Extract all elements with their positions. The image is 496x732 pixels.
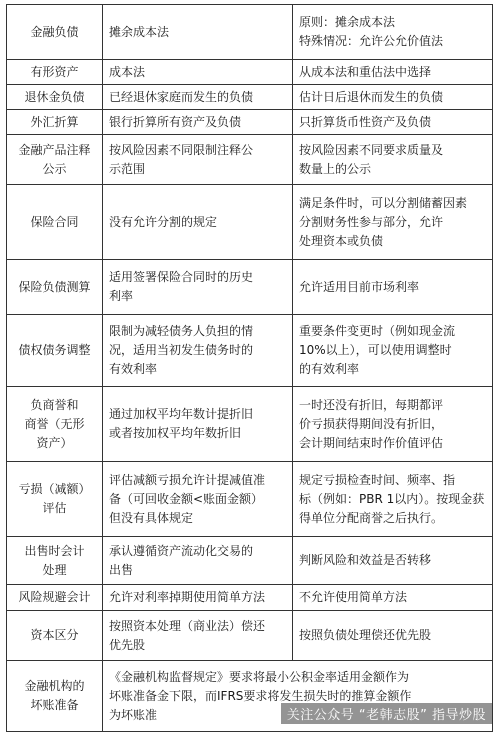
row-label-cell: [7, 611, 103, 661]
ifrs-standard-cell: [293, 110, 493, 135]
cell-text-line: 标（例如：PBR 1以内）。按现金获: [299, 491, 485, 506]
cell-text-line: 外汇折算: [30, 114, 79, 129]
ifrs-standard-cell: [293, 387, 493, 462]
old-standard-cell: [103, 110, 293, 135]
table-row: [7, 5, 493, 60]
old-standard-cell: [103, 537, 293, 585]
old-standard-cell: [103, 315, 293, 387]
table-row: [7, 611, 493, 661]
old-standard-cell: [103, 85, 293, 110]
cell-text-line: 没有允许分割的规定: [109, 214, 218, 229]
cell-text-line: 按照负债处理偿还优先股: [299, 628, 432, 642]
cell-text-line: 按风险因素不同限制注释公: [109, 142, 254, 157]
row-label-cell: [7, 5, 103, 60]
cell-text-line: 优先股: [109, 637, 146, 652]
table-row: [7, 135, 493, 185]
cell-text-line: 债权债务调整: [18, 343, 91, 357]
row-label-cell: [7, 537, 103, 585]
cell-text-line: 适用签署保险合同时的历史: [109, 270, 254, 284]
cell-text-line: 处理: [42, 562, 67, 577]
table-row: [7, 537, 493, 585]
table-row: [7, 110, 493, 135]
cell-text-line: 为坏账准: [109, 707, 158, 722]
table-row: [7, 60, 493, 85]
old-standard-cell: [103, 260, 293, 315]
cell-text-line: 银行折算所有资产及负债: [109, 114, 242, 129]
ifrs-standard-cell: [293, 5, 493, 60]
cell-text-line: 满足条件时，可以分割储蓄因素: [299, 195, 468, 210]
cell-text-line: 评估: [42, 501, 67, 515]
cell-text-line: 出售: [109, 562, 134, 577]
cell-text-line: 重要条件变更时（例如现金流: [299, 324, 456, 338]
row-label-cell: [7, 60, 103, 85]
cell-text-line: 价亏损获得期间没有折旧，: [299, 416, 444, 431]
cell-text-line: 限制为减轻债务人负担的情: [109, 324, 254, 338]
cell-text-line: 10%以上），可以使用调整时: [299, 343, 452, 357]
cell-text-line: 从成本法和重估法中选择: [299, 64, 432, 79]
old-standard-cell: [103, 462, 293, 537]
cell-text-line: 坏账准备: [30, 698, 79, 712]
cell-text-line: 评估减额亏损允许计提减值准: [109, 472, 266, 487]
cell-text-line: 摊余成本法: [109, 24, 170, 39]
cell-text-line: 资本区分: [30, 628, 79, 642]
cell-text-line: 会计期间结束时作价值评估: [299, 435, 444, 450]
old-standard-cell: [103, 387, 293, 462]
cell-text-line: 有形资产: [30, 64, 79, 79]
cell-text-line: 已经退休家庭而发生的负债: [109, 89, 254, 104]
cell-text-line: 允许适用目前市场利率: [299, 279, 420, 294]
old-standard-cell: [103, 585, 293, 611]
ifrs-standard-cell: [293, 260, 493, 315]
cell-text-line: 一时还没有折旧，每期都评: [299, 397, 444, 412]
cell-text-line: 分割财务性参与部分，允许: [299, 214, 444, 229]
cell-text-line: 允许对利率掉期使用简单方法: [109, 590, 266, 604]
row-label-cell: [7, 462, 103, 537]
table-row: [7, 85, 493, 110]
cell-text-line: 金融负债: [30, 24, 79, 39]
table-row: [7, 585, 493, 611]
cell-text-line: 负商誉和: [30, 397, 79, 412]
cell-text-line: 的有效利率: [299, 362, 360, 376]
cell-text-line: 承认遵循资产流动化交易的: [109, 543, 254, 558]
row-label-cell: [7, 260, 103, 315]
cell-text-line: 但没有具体规定: [109, 510, 194, 525]
row-label-cell: [7, 387, 103, 462]
cell-text-line: 得单位分配商誉之后执行。: [299, 510, 444, 525]
row-label-cell: [7, 185, 103, 260]
watermark: 关注公众号 “老韩志股” 指导炒股: [281, 703, 492, 724]
cell-text-line: 风险规避会计: [18, 590, 91, 604]
old-standard-cell: [103, 135, 293, 185]
cell-text-line: 保险合同: [30, 214, 79, 229]
ifrs-standard-cell: [293, 585, 493, 611]
table-body: [7, 5, 493, 732]
ifrs-standard-cell: [293, 462, 493, 537]
comparison-table: [6, 4, 493, 732]
cell-text-line: 通过加权平均年数计提折旧: [109, 407, 254, 421]
cell-text-line: 金融机构的: [24, 679, 85, 693]
cell-text-line: 数量上的公示: [299, 161, 372, 176]
cell-text-line: 只折算货币性资产及负债: [299, 114, 432, 129]
cell-text-line: 商誉（无形: [24, 416, 85, 431]
cell-text-line: 按照资本处理（商业法）偿还: [109, 618, 266, 633]
cell-text-line: 示范围: [109, 161, 146, 176]
old-standard-cell: [103, 185, 293, 260]
cell-text-line: 资产）: [36, 435, 73, 450]
old-standard-cell: [103, 60, 293, 85]
row-label-cell: [7, 110, 103, 135]
cell-text-line: 估计日后退休而发生的负债: [299, 89, 444, 104]
ifrs-standard-cell: [293, 537, 493, 585]
ifrs-standard-cell: [293, 135, 493, 185]
old-standard-cell: [103, 611, 293, 661]
cell-text-line: 规定亏损检查时间、频率、指: [299, 472, 456, 487]
cell-text-line: 或者按加权平均年数折旧: [109, 426, 242, 440]
row-label-cell: [7, 585, 103, 611]
cell-text-line: 退休金负债: [24, 89, 85, 104]
cell-text-line: 处理资本或负债: [299, 233, 384, 248]
table-row: [7, 315, 493, 387]
ifrs-standard-cell: [293, 60, 493, 85]
table-row: [7, 185, 493, 260]
cell-text-line: 金融产品注释: [18, 142, 91, 157]
cell-text-line: 备（可回收金额<账面金额）: [109, 491, 264, 506]
row-label-cell: [7, 135, 103, 185]
row-label-cell: [7, 85, 103, 110]
ifrs-standard-cell: [293, 85, 493, 110]
cell-text-line: 有效利率: [109, 362, 158, 376]
table-row: [7, 387, 493, 462]
cell-text-line: 况，适用当初发生债务时的: [109, 343, 254, 357]
cell-text-line: 公示: [42, 161, 67, 176]
row-label-cell: [7, 661, 103, 732]
ifrs-standard-cell: [293, 315, 493, 387]
cell-text-line: 保险负债测算: [18, 279, 91, 294]
ifrs-standard-cell: [293, 185, 493, 260]
cell-text-line: 成本法: [109, 64, 146, 79]
cell-text-line: 原则：摊余成本法: [299, 15, 396, 29]
table-row: [7, 260, 493, 315]
cell-text-line: 不允许使用简单方法: [299, 590, 408, 604]
old-standard-cell: [103, 5, 293, 60]
cell-text-line: 坏账准备金下限，而IFRS要求将发生损失时的推算金额作: [109, 688, 412, 703]
cell-text-line: 亏损（减额）: [18, 482, 91, 496]
ifrs-standard-cell: [293, 611, 493, 661]
cell-text-line: 利率: [109, 289, 134, 303]
cell-text-line: 《金融机构监督规定》要求将最小公积金率适用金额作为: [109, 669, 410, 684]
cell-text-line: 出售时会计: [24, 543, 85, 558]
cell-text-line: 特殊情况：允许公允价值法: [299, 34, 444, 48]
cell-text-line: 按风险因素不同要求质量及: [299, 142, 444, 157]
cell-text-line: 判断风险和效益是否转移: [299, 553, 432, 567]
table-row: [7, 462, 493, 537]
row-label-cell: [7, 315, 103, 387]
